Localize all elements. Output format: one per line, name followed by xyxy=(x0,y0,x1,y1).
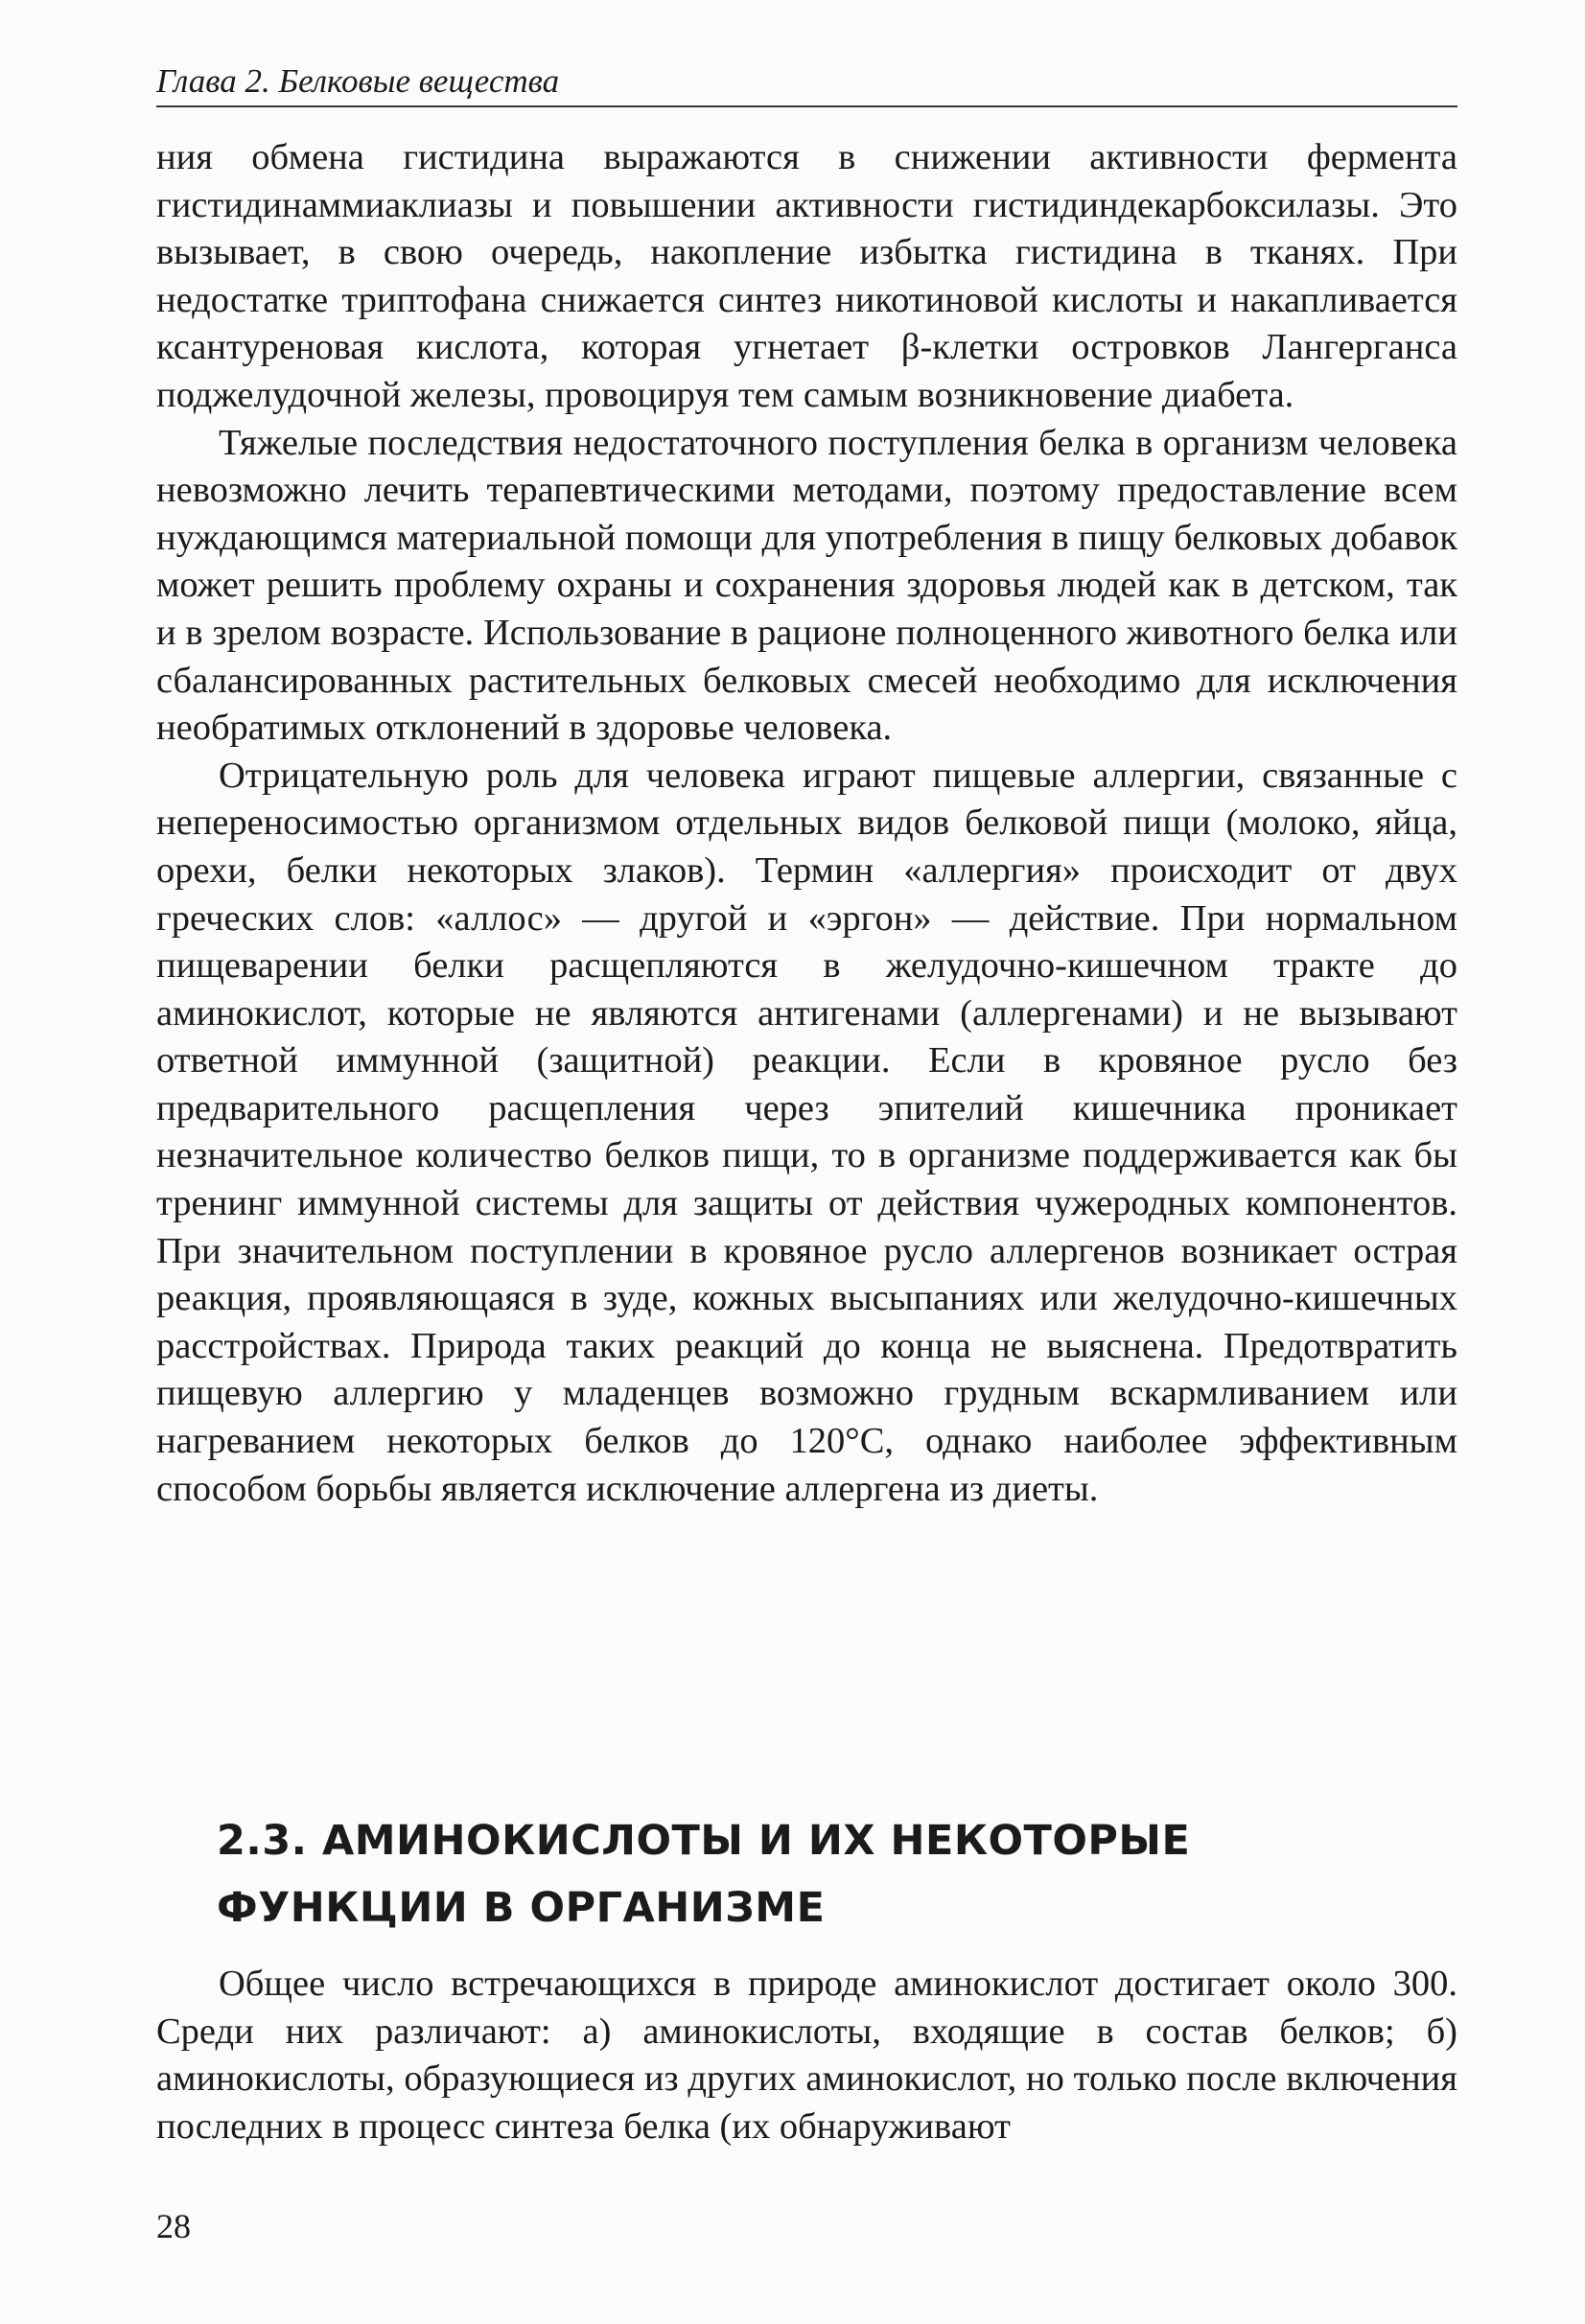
section-heading-line-1: 2.3. АМИНОКИСЛОТЫ И ИХ НЕКОТОРЫЕ xyxy=(217,1817,1191,1865)
section-heading xyxy=(217,1807,1367,1941)
paragraph-food-allergy: Отрицательную роль для человека играют пищевые аллергии, связанные с непереносимостью организмом отдельных видов белковой пищи (молоко, яйца, орехи, белки некоторых злаков). Термин «аллергия» происходит от двух греческих слов: «аллос» — другой и «эргон» — действие. При нормальном пищеварении белки расщепляются в желудочно-кишечном тракте до аминокислот, которые не являются антигенами (аллергенами) и не вызывают ответной иммунной (защитной) реакции. Если в кровяное русло без предварительного расщепления через эпителий кишечника проникает незначительное количество белков пищи, то в организме поддерживается как бы тренинг иммунной системы для защиты от действия чужеродных компонентов. При значительном поступлении в кровяное русло аллергенов возникает острая реакция, проявляющаяся в зуде, кожных высыпаниях или желудочно-кишечных расстройствах. Природа таких реакций до конца не выяснена. Предотвратить пищевую аллергию у младенцев возможно грудным вскармливанием или нагреванием некоторых белков до 120°С, однако наиболее эффективным способом борьбы является исключение аллергена из диеты. xyxy=(156,755,1457,1509)
paragraph-protein-deficiency: Тяжелые последствия недостаточного поступления белка в организм человека невозможно лечить терапевтическими методами, поэтому предоставление всем нуждающимся материальной помощи для употребления в пищу белковых добавок может решить проблему охраны и сохранения здоровья людей как в детском, так и в зрелом возрасте. Использование в рационе полноценного животного белка или сбалансированных растительных белковых смесей необходимо для исключения необратимых отклонений в здоровье человека. xyxy=(156,422,1457,749)
running-head: Глава 2. Белковые вещества xyxy=(156,58,1457,107)
section-text xyxy=(156,1961,1457,2150)
body-text xyxy=(156,134,1457,1513)
page-number: 28 xyxy=(156,2207,191,2245)
paragraph-amino-acids: Общее число встречающихся в природе аминокислот достигает около 300. Среди них различают: а) аминокислоты, входящие в состав белков; б) аминокислоты, образующиеся из других аминокислот, но только после включения последних в процесс синтеза белка (их обнаруживают xyxy=(156,1964,1457,2147)
paragraph-histidine: ния обмена гистидина выражаются в снижении активности фермента гистидинаммиаклиазы и повышении активности гистидиндекарбоксилазы. Это вызывает, в свою очередь, накопление избытка гистидина в тканях. При недостатке триптофана снижается синтез никотиновой кислоты и накапливается ксантуреновая кислота, которая угнетает β-клетки островков Лангерганса поджелудочной железы, провоцируя тем самым возникновение диабета. xyxy=(156,137,1457,415)
section-heading-line-2: ФУНКЦИИ В ОРГАНИЗМЕ xyxy=(217,1884,826,1932)
